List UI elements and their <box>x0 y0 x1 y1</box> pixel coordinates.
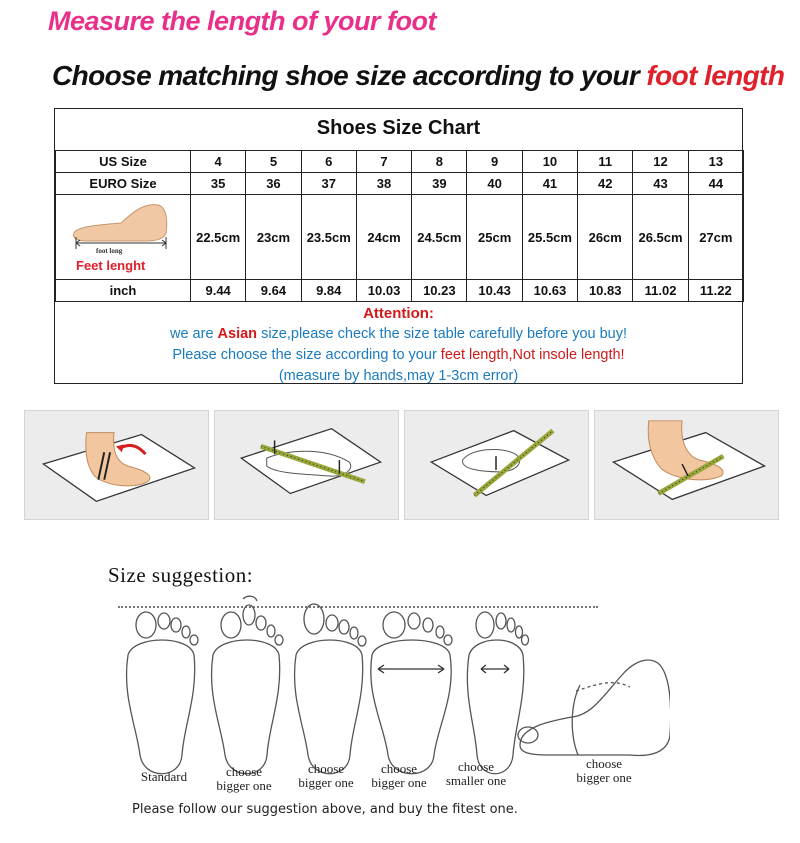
us-size-cell: 6 <box>301 151 356 173</box>
us-size-cell: 11 <box>578 151 633 173</box>
foot-long-text: foot long <box>96 247 123 255</box>
caption-bigger-2-line-2: bigger one <box>298 775 354 790</box>
inch-cell: 11.02 <box>633 280 688 302</box>
caption-standard-text: Standard <box>140 769 188 784</box>
inch-cell: 10.03 <box>356 280 411 302</box>
inch-cell: 11.22 <box>688 280 743 302</box>
caption-smaller-line-2: smaller one <box>445 773 507 788</box>
feet-length-cell: 22.5cm <box>191 195 246 280</box>
measure-step-2-image <box>214 410 399 520</box>
attention-block <box>55 303 742 387</box>
us-size-label: US Size <box>56 151 191 173</box>
euro-size-cell: 38 <box>356 173 411 195</box>
caption-bigger-3-line-1: choose <box>380 761 418 776</box>
feet-length-label: Feet lenght <box>76 258 146 273</box>
foot-ruler-icon <box>595 411 778 519</box>
caption-bigger-2 <box>290 762 362 790</box>
foot-side-icon <box>66 199 178 257</box>
attention-line-2-highlight: feet length,Not insole length! <box>440 347 625 363</box>
size-table <box>55 150 744 302</box>
us-size-cell: 13 <box>688 151 743 173</box>
narrow-foot-icon <box>467 612 528 774</box>
us-size-cell: 12 <box>633 151 688 173</box>
feet-length-cell: 26cm <box>578 195 633 280</box>
subheading-text: Choose matching shoe size according to your <box>52 60 647 91</box>
attention-line-1-highlight: Asian <box>217 326 258 342</box>
size-chart <box>54 108 743 384</box>
inch-cell: 10.63 <box>522 280 577 302</box>
inch-row <box>56 280 744 302</box>
caption-smaller-line-1: choose <box>457 759 495 774</box>
measure-step-3-image <box>404 410 589 520</box>
inch-cell: 9.64 <box>246 280 301 302</box>
euro-size-cell: 40 <box>467 173 522 195</box>
inch-cell: 10.43 <box>467 280 522 302</box>
foot-on-paper-icon <box>25 411 208 519</box>
feet-length-cell: 24cm <box>356 195 411 280</box>
attention-line-3: (measure by hands,may 1-3cm error) <box>278 368 519 384</box>
euro-size-cell: 35 <box>191 173 246 195</box>
attention-line-2 <box>55 345 742 366</box>
size-chart-title: Shoes Size Chart <box>316 117 481 139</box>
euro-size-cell: 36 <box>246 173 301 195</box>
inch-cell: 9.84 <box>301 280 356 302</box>
caption-bigger-2-line-1: choose <box>307 761 345 776</box>
feet-length-cell: 24.5cm <box>412 195 467 280</box>
us-size-cell: 7 <box>356 151 411 173</box>
ruler-outline-icon <box>215 411 398 519</box>
feet-length-label-cell <box>56 195 191 280</box>
wide-toe-foot-icon <box>295 604 366 774</box>
euro-size-cell: 41 <box>522 173 577 195</box>
us-size-cell: 9 <box>467 151 522 173</box>
attention-title: Attention: <box>363 305 434 322</box>
caption-bigger-3-line-2: bigger one <box>371 775 427 790</box>
euro-size-cell: 37 <box>301 173 356 195</box>
caption-standard <box>128 770 200 784</box>
inch-label: inch <box>56 280 191 302</box>
subheading-highlight: foot length <box>646 60 785 91</box>
feet-length-cell: 25.5cm <box>522 195 577 280</box>
attention-line-2-pre: Please choose the size according to your <box>172 347 441 363</box>
feet-length-row <box>56 195 744 280</box>
attention-line-1-post: size,please check the size table carefully before you buy! <box>257 326 628 342</box>
caption-bigger-4-line-1: choose <box>585 756 623 771</box>
measure-step-4-image <box>594 410 779 520</box>
euro-size-cell: 42 <box>578 173 633 195</box>
caption-bigger-4-line-2: bigger one <box>576 770 632 785</box>
caption-smaller <box>436 760 516 788</box>
measure-step-1-image <box>24 410 209 520</box>
suggestion-note: Please follow our suggestion above, and buy the fitest one. <box>132 802 518 817</box>
euro-size-cell: 44 <box>688 173 743 195</box>
long-toe-foot-icon <box>212 596 283 774</box>
caption-bigger-1-line-2: bigger one <box>216 778 272 793</box>
feet-length-cell: 23.5cm <box>301 195 356 280</box>
feet-length-cell: 25cm <box>467 195 522 280</box>
caption-bigger-3 <box>362 762 436 790</box>
euro-size-row <box>56 173 744 195</box>
feet-length-cell: 27cm <box>688 195 743 280</box>
caption-bigger-1 <box>208 765 280 793</box>
page-heading: Measure the length of your foot <box>48 6 437 36</box>
caption-bigger-1-line-1: choose <box>225 764 263 779</box>
inch-cell: 9.44 <box>191 280 246 302</box>
inch-cell: 10.23 <box>412 280 467 302</box>
attention-line-1-pre: we are <box>169 326 218 342</box>
ruler-diagonal-icon <box>405 411 588 519</box>
inch-cell: 10.83 <box>578 280 633 302</box>
size-suggestion-title: Size suggestion: <box>108 563 254 587</box>
high-instep-foot-icon <box>518 660 670 755</box>
standard-foot-icon <box>127 612 198 774</box>
feet-length-cell: 23cm <box>246 195 301 280</box>
us-size-cell: 10 <box>522 151 577 173</box>
us-size-cell: 4 <box>191 151 246 173</box>
caption-bigger-4 <box>566 757 642 785</box>
euro-size-cell: 43 <box>633 173 688 195</box>
us-size-cell: 8 <box>412 151 467 173</box>
euro-size-label: EURO Size <box>56 173 191 195</box>
us-size-cell: 5 <box>246 151 301 173</box>
us-size-row <box>56 151 744 173</box>
attention-line-1 <box>55 324 742 345</box>
page-subheading <box>52 60 784 92</box>
feet-length-cell: 26.5cm <box>633 195 688 280</box>
euro-size-cell: 39 <box>412 173 467 195</box>
wide-foot-icon <box>371 612 452 774</box>
